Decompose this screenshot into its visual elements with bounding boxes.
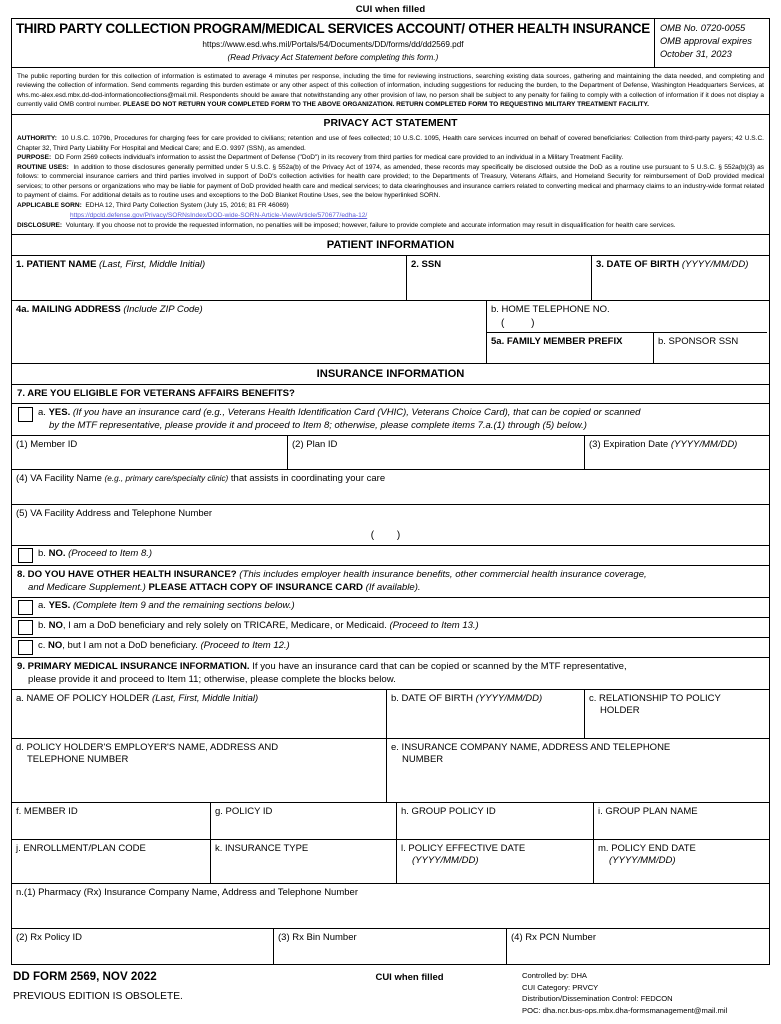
form-header (12, 19, 769, 67)
field-group-plan-name-label: i. GROUP PLAN NAME (598, 806, 698, 818)
question-9-line1: If you have an insurance card that can be copied or scanned by the MTF representative, (252, 661, 627, 673)
distribution-control: Distribution/Dissemination Control: FEDCON (522, 994, 673, 1004)
checkbox-8c-no-not-dod[interactable] (18, 640, 33, 655)
field-home-telephone[interactable] (487, 301, 767, 332)
pa-purpose (17, 153, 764, 162)
question-7a-line2: by the MTF representative, please provide it and proceed to Item 8; otherwise, please complete items 7.a.(1) through (5) below.) (49, 419, 587, 431)
question-7b-row[interactable] (12, 546, 769, 566)
field-policy-holder-dob-hint: (YYYY/MM/DD) (475, 693, 543, 705)
omb-box (654, 19, 776, 67)
field-member-id-label: (1) Member ID (16, 439, 78, 451)
field-patient-name-label: 1. PATIENT NAME (16, 258, 97, 270)
patient-right-stack (486, 301, 767, 363)
field-policy-id[interactable] (210, 803, 396, 839)
field-enrollment-plan-code[interactable] (12, 840, 210, 883)
field-rx-bin-number[interactable] (273, 929, 506, 964)
field-policy-holder-name[interactable] (12, 690, 386, 738)
cui-banner-bottom: CUI when filled (375, 972, 444, 984)
burden-statement (12, 67, 769, 114)
omb-expires-label: OMB approval expires (659, 36, 752, 47)
field-ssn[interactable] (406, 256, 591, 300)
question-7-text: 7. ARE YOU ELIGIBLE FOR VETERANS AFFAIRS BENEFITS? (17, 387, 295, 399)
pa-routine-label: ROUTINE USES: (17, 163, 69, 171)
pa-routine-text: In addition to those disclosures generally permitted under 5 U.S.C. § 552a(b) of the Privacy Act of 1974, as amended, these records may specifically be disclosed outside the DoD as a routine use pursuant to 5 U.S.C. § 552a(b)(3) as follows: to commercial insurance carriers and third parties involved in support of DoD's collection activities for health care provided; to the Departments of Treasury, Veterans Affairs, and Homeland Security for reimbursement of DoD provided medical services; to other persons or organizations who may be liable for payment of DoD provided health care and medical services; to data clearinghouses and insurance carriers related to converting medical and pharmacy claims to an industry-wide format related to payment of claims. For additional details as to routine uses and exceptions to the DoD Blanket Routine Uses, see the below hyperlinked SORN. (17, 163, 764, 200)
question-8-line2-italic: and Medicare Supplement.) (28, 581, 146, 593)
cui-category: CUI Category: PRVCY (522, 982, 599, 992)
form-id: DD FORM 2569, NOV 2022 (13, 970, 157, 984)
question-9-line2: please provide it and proceed to Item 11; otherwise, please complete the blocks below. (28, 673, 396, 685)
field-employer-label-l2: TELEPHONE NUMBER (27, 754, 129, 766)
pa-disclosure-text: Voluntary. If you choose not to provide the requested information, no penalties will be imposed; however, failure to provide complete and accurate information may result in disqualification for health care services. (65, 222, 676, 230)
field-group-policy-id[interactable] (396, 803, 593, 839)
insurance-information-band: INSURANCE INFORMATION (12, 363, 769, 385)
burden-text: The public reporting burden for this collection of information is estimated to average 4 minutes per response, including the time for reviewing instructions, searching existing data sources, gathering and maintaining the data needed, and completing and reviewing the collection of information. Send comments regarding this burden estimate or any other aspect of this collection of information, including suggestions for reducing the burden, to the Department of Defense, Washington Headquarters Services, at whs.mc-alex.esd.mbx.dd-dod-informationcollections@mail.mil. Respondents should be aware that notwithstanding any other provision of law, no person shall be subject to any penalty for failing to comply with a collection of information if it does not display a currently valid OMB control number. (17, 72, 764, 109)
question-8a-text (38, 600, 765, 613)
pa-sorn-text: EDHA 12, Third Party Collection System (July 15, 2016; 81 FR 46069) (85, 201, 289, 209)
field-dob-hint: (YYYY/MM/DD) (681, 258, 749, 270)
field-home-telephone-parens: ( ) (501, 317, 547, 329)
question-9-row-fghi (12, 803, 769, 840)
question-8c-body: , but I am not a DoD beneficiary. (62, 640, 198, 652)
field-va-facility-name-label: (4) VA Facility Name (16, 473, 102, 485)
form-title: THIRD PARTY COLLECTION PROGRAM/MEDICAL SERVICES ACCOUNT/ OTHER HEALTH INSURANCE (16, 21, 650, 36)
field-family-member-prefix-label: 5a. FAMILY MEMBER PREFIX (491, 335, 623, 347)
field-insurance-company-label-l1: e. INSURANCE COMPANY NAME, ADDRESS AND TELEPHONE (391, 742, 671, 754)
pa-sorn (17, 201, 764, 210)
field-va-facility-address-label: (5) VA Facility Address and Telephone Number (16, 508, 213, 520)
question-7 (12, 385, 769, 404)
field-member-id[interactable] (12, 436, 287, 469)
field-rx-bin-number-label: (3) Rx Bin Number (278, 932, 357, 944)
controlled-by: Controlled by: DHA (522, 971, 587, 981)
burden-bold-tail: PLEASE DO NOT RETURN YOUR COMPLETED FORM TO THE ABOVE ORGANIZATION. RETURN COMPLETED FORM TO REQUESTING MILITARY TREATMENT FACILITY. (122, 101, 649, 109)
pa-sorn-label: APPLICABLE SORN: (17, 201, 82, 209)
footer-control-block (516, 970, 770, 1016)
question-7a-prefix: a. (38, 407, 46, 419)
question-8c-row[interactable] (12, 638, 769, 658)
form-subtitle: (Read Privacy Act Statement before completing this form.) (227, 52, 439, 62)
form-header-left (12, 19, 654, 67)
pa-authority-label: AUTHORITY: (17, 135, 57, 143)
field-patient-name-hint: (Last, First, Middle Initial) (99, 258, 206, 270)
field-pharmacy-insurance-company[interactable] (12, 884, 769, 929)
field-expiration-date-hint: (YYYY/MM/DD) (670, 439, 738, 451)
question-8a-prefix: a. (38, 600, 46, 612)
field-group-plan-name[interactable] (593, 803, 767, 839)
field-policy-end-date[interactable] (593, 840, 767, 883)
field-relationship-to-policy-holder[interactable] (584, 690, 767, 738)
question-8c-prefix: c. (38, 640, 46, 652)
omb-expires-date: October 31, 2023 (659, 49, 732, 60)
privacy-act-body (12, 133, 769, 233)
checkbox-8b-no-dod[interactable] (18, 620, 33, 635)
cui-banner-top: CUI when filled (355, 4, 426, 15)
field-family-member-prefix[interactable] (487, 333, 653, 363)
patient-row-2b (487, 332, 767, 363)
question-7a-row[interactable] (12, 404, 769, 436)
question-9-row-de (12, 739, 769, 803)
question-8a-yes-label: YES. (48, 600, 71, 612)
question-7b-no-label: NO. (48, 548, 66, 560)
question-8-line1-bold: 8. DO YOU HAVE OTHER HEALTH INSURANCE? (17, 569, 237, 581)
pa-authority (17, 134, 764, 153)
poc-email: POC: dha.ncr.bus-ops.mbx.dha-formsmanagement@mail.mil (522, 1005, 728, 1015)
field-va-facility-phone-parens: ( ) (370, 530, 411, 542)
privacy-act-heading: PRIVACY ACT STATEMENT (12, 114, 769, 133)
question-8-line2 (17, 582, 764, 594)
field-plan-id-label: (2) Plan ID (292, 439, 338, 451)
field-rx-pcn-number-label: (4) Rx PCN Number (511, 932, 596, 944)
field-patient-name[interactable] (12, 256, 406, 300)
pa-authority-text: 10 U.S.C. 1079b, Procedures for charging fees for care provided to civilians; retention and use of fees collected; 10 U.S.C. 1095, Health care services incurred on behalf of covered beneficiaries: Collection from third-party payers; 42 U.S.C. Chapter 32, Third Party Liability For Hospital and Medical Care; and E.O. 9397 (SSN), as amended. (17, 135, 764, 152)
question-7a-line1: (If you have an insurance card (e.g., Veterans Health Identification Card (VHIC), Veterans Choice Card), that can be copied or scanned (72, 407, 641, 419)
question-7a-ids-row (12, 436, 769, 470)
field-policy-effective-date[interactable] (396, 840, 593, 883)
field-date-of-birth[interactable] (591, 256, 767, 300)
question-7b-prefix: b. (38, 548, 46, 560)
patient-row-2 (12, 300, 769, 363)
field-rx-policy-id-label: (2) Rx Policy ID (16, 932, 82, 944)
question-9 (12, 658, 769, 690)
field-enrollment-plan-code-label: j. ENROLLMENT/PLAN CODE (16, 843, 146, 855)
field-employer-label-l1: d. POLICY HOLDER'S EMPLOYER'S NAME, ADDRESS AND (16, 742, 279, 754)
question-8a-row[interactable] (12, 598, 769, 618)
field-rx-pcn-number[interactable] (506, 929, 767, 964)
previous-edition-note: PREVIOUS EDITION IS OBSOLETE. (13, 990, 183, 1002)
question-8c-text (38, 640, 765, 653)
question-8c-no-label: NO (48, 640, 63, 652)
field-plan-id[interactable] (287, 436, 584, 469)
field-policy-holder-name-hint: (Last, First, Middle Initial) (152, 693, 259, 705)
field-sponsor-ssn-label: b. SPONSOR SSN (658, 335, 739, 347)
pa-disclosure (17, 221, 764, 230)
question-8b-row[interactable] (12, 618, 769, 638)
field-ssn-label: 2. SSN (411, 258, 442, 270)
field-policy-effective-date-label: l. POLICY EFFECTIVE DATE (401, 843, 526, 855)
patient-information-band: PATIENT INFORMATION (12, 234, 769, 256)
field-policy-holder-name-label: a. NAME OF POLICY HOLDER (16, 693, 150, 705)
field-insurance-type[interactable] (210, 840, 396, 883)
question-8-line2-bold: PLEASE ATTACH COPY OF INSURANCE CARD (148, 581, 363, 593)
field-va-facility-name-hint: (e.g., primary care/specialty clinic) (104, 474, 229, 484)
field-dob-label: 3. DATE OF BIRTH (596, 258, 680, 270)
field-sponsor-ssn[interactable] (653, 333, 767, 363)
checkbox-8a-yes[interactable] (18, 600, 33, 615)
field-va-facility-name-tail: that assists in coordinating your care (230, 473, 386, 485)
footer-left (11, 970, 303, 1003)
field-employer-name-address[interactable] (12, 739, 386, 802)
field-policy-id-label: g. POLICY ID (215, 806, 273, 818)
field-policy-holder-dob-label: b. DATE OF BIRTH (391, 693, 473, 705)
field-expiration-date-label: (3) Expiration Date (589, 439, 669, 451)
question-8b-prefix: b. (38, 620, 46, 632)
question-8b-no-label: NO (48, 620, 63, 632)
field-mailing-address-hint: (Include ZIP Code) (123, 303, 203, 315)
field-home-telephone-label: b. HOME TELEPHONE NO. (491, 303, 610, 315)
question-8b-body: , I am a DoD beneficiary and rely solely on TRICARE, Medicare, or Medicaid. (62, 620, 387, 632)
field-relationship-label-l1: c. RELATIONSHIP TO POLICY (589, 693, 721, 705)
pa-purpose-text: DD Form 2569 collects individual's information to assist the Department of Defense ("DoD") in its recovery from third parties for medical care provided to an individual in a Military Treatment Facility. (54, 154, 624, 162)
question-9-row-jklm (12, 840, 769, 884)
field-insurance-type-label: k. INSURANCE TYPE (215, 843, 309, 855)
field-policy-end-date-hint: (YYYY/MM/DD) (609, 855, 676, 867)
pa-routine-uses (17, 163, 764, 201)
field-policy-holder-dob[interactable] (386, 690, 584, 738)
question-9-row-rx (12, 929, 769, 964)
question-7a-yes-label: YES. (48, 407, 71, 419)
question-8-line2-tail: (If available). (365, 581, 421, 593)
form-url[interactable]: https://www.esd.whs.mil/Portals/54/Documents/DD/forms/dd/dd2569.pdf (202, 40, 464, 49)
field-va-facility-name[interactable] (12, 470, 769, 505)
omb-number: OMB No. 0720-0055 (659, 23, 746, 33)
pa-disclosure-label: DISCLOSURE: (17, 222, 63, 230)
question-9-bold: 9. PRIMARY MEDICAL INSURANCE INFORMATION. (17, 661, 250, 673)
field-member-id-9f[interactable] (12, 803, 210, 839)
field-pharmacy-insurance-company-label: n.(1) Pharmacy (Rx) Insurance Company Name, Address and Telephone Number (16, 887, 358, 899)
question-8 (12, 566, 769, 598)
sorn-hyperlink[interactable]: https://dpcld.defense.gov/Privacy/SORNsIndex/DOD-wide-SORN-Article-View/Article/570677/edha-12/ (70, 211, 368, 219)
field-rx-policy-id[interactable] (12, 929, 273, 964)
question-8c-hint: (Proceed to Item 12.) (200, 640, 290, 652)
form-footer (11, 965, 770, 1016)
question-7b-text (38, 548, 765, 561)
question-8b-hint: (Proceed to Item 13.) (389, 620, 479, 632)
question-8a-hint: (Complete Item 9 and the remaining sections below.) (72, 600, 295, 612)
field-insurance-company-label-l2: NUMBER (402, 754, 444, 766)
patient-row-1 (12, 256, 769, 300)
field-group-policy-id-label: h. GROUP POLICY ID (401, 806, 496, 818)
question-7a-text (38, 407, 765, 432)
field-policy-end-date-label: m. POLICY END DATE (598, 843, 696, 855)
field-relationship-label-l2: HOLDER (600, 705, 640, 717)
dd2569-form (11, 18, 770, 965)
question-8-line1-italic: (This includes employer health insurance benefits, other commercial health insurance coverage, (239, 569, 647, 581)
field-mailing-address[interactable] (12, 301, 486, 363)
checkbox-7a-yes[interactable] (18, 407, 33, 422)
field-member-id-9f-label: f. MEMBER ID (16, 806, 78, 818)
question-9-row-abc (12, 690, 769, 739)
field-policy-effective-date-hint: (YYYY/MM/DD) (412, 855, 479, 867)
question-8b-text (38, 620, 765, 633)
checkbox-7b-no[interactable] (18, 548, 33, 563)
pa-purpose-label: PURPOSE: (17, 154, 52, 162)
question-7b-hint: (Proceed to Item 8.) (68, 548, 153, 560)
field-insurance-company-name-address[interactable] (386, 739, 767, 802)
field-expiration-date[interactable] (584, 436, 767, 469)
field-mailing-address-label: 4a. MAILING ADDRESS (16, 303, 121, 315)
field-va-facility-address[interactable] (12, 505, 769, 546)
